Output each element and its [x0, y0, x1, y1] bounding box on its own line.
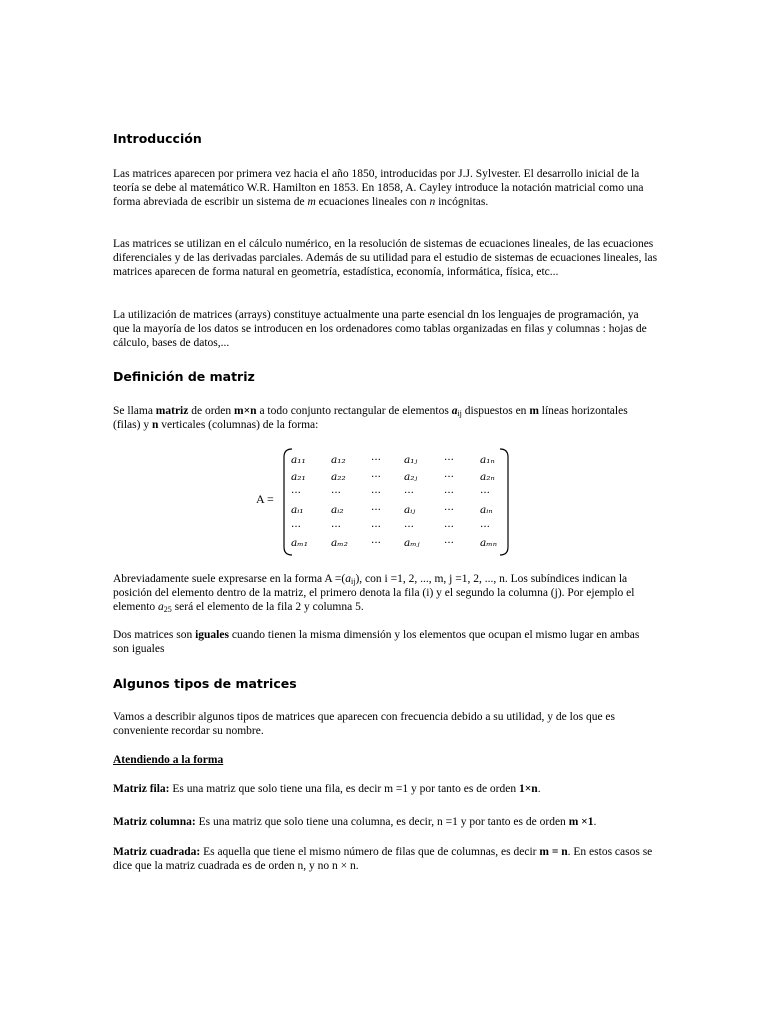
matriz-columna-paragraph: Matriz columna: Es una matriz que solo tiene una columna, es decir, n =1 y por tanto es de orden m ×1. — [113, 816, 597, 828]
heading-introduccion: Introducción — [113, 131, 202, 146]
matrix-cell: ··· — [371, 520, 382, 533]
matrix-cell: ··· — [371, 470, 382, 483]
matrix-cell: ··· — [480, 520, 491, 533]
matrix-cell: aₘ₁ — [291, 537, 308, 550]
matrix-grid — [291, 452, 501, 552]
matrix-cell: ··· — [331, 487, 342, 500]
intro-paragraph-3: La utilización de matrices (arrays) constituye actualmente una parte esencial dn los lenguajes de programación, ya que la mayoría de los datos se introducen en los ordenadores como tablas organizadas en filas y columnas : hojas de cálculo, bases de datos,... — [113, 309, 647, 349]
matrix-figure — [256, 447, 512, 557]
matrix-cell: a₂₂ — [331, 470, 346, 483]
definition-paragraph-1: Se llama matriz de orden m×n a todo conjunto rectangular de elementos $a_{ij}$ dispuestos en m líneas horizontales (filas) y n verticales (columnas) de la forma: — [113, 405, 628, 431]
matrix-cell: aᵢ₂ — [331, 504, 344, 517]
matrix-cell: a₁ₙ — [480, 454, 495, 467]
matrix-cell: a₁ⱼ — [404, 454, 418, 467]
types-paragraph-1: Vamos a describir algunos tipos de matrices que aparecen con frecuencia debido a su utilidad, y de los que es conveniente recordar su nombre. — [113, 711, 615, 737]
matrix-cell: ··· — [444, 470, 455, 483]
matrix-cell: a₂₁ — [291, 470, 306, 483]
matrix-cell: ··· — [371, 504, 382, 517]
matrix-cell: a₁₁ — [291, 454, 306, 467]
matrix-cell: ··· — [291, 520, 302, 533]
matrix-cell: ··· — [480, 487, 491, 500]
matrix-cell: aᵢₙ — [480, 504, 493, 517]
heading-tipos: Algunos tipos de matrices — [113, 676, 297, 691]
matrix-cell: ··· — [444, 504, 455, 517]
matrix-cell: ··· — [444, 537, 455, 550]
matriz-fila-paragraph: Matriz fila: Es una matriz que solo tiene una fila, es decir m =1 y por tanto es de orden 1×n. — [113, 783, 541, 795]
intro-paragraph-2: Las matrices se utilizan en el cálculo numérico, en la resolución de sistemas de ecuaciones lineales, de las ecuaciones diferenciales y de las derivadas parciales. Además de su utilidad para el estudio de sistemas de ecuaciones lineales, las matrices aparecen de forma natural en geometría, estadística, economía, informática, física, etc... — [113, 238, 658, 278]
subheading-forma: Atendiendo a la forma — [113, 754, 224, 766]
definition-paragraph-2: Abreviadamente suele expresarse en la forma $A =(a_{ij})$, con i =1, 2, ..., m, j =1, 2, ..., n. Los subíndices indican la posición del elemento dentro de la matriz, el primero denota la fila (i) y el segundo la columna (j). Por ejemplo el elemento $a_{25}$ será el elemento de la fila 2 y columna 5. — [113, 573, 635, 614]
matrix-cell: ··· — [331, 520, 342, 533]
matrix-cell: aₘⱼ — [404, 537, 420, 550]
matrix-cell: ··· — [444, 454, 455, 467]
matrix-label: A = — [256, 492, 274, 506]
matrix-cell: ··· — [371, 454, 382, 467]
matrix-cell: aₘₙ — [480, 537, 497, 550]
matrix-cell: ··· — [444, 520, 455, 533]
matrix-cell: a₂ₙ — [480, 470, 495, 483]
matrix-cell: aₘ₂ — [331, 537, 348, 550]
matrix-cell: ··· — [404, 520, 415, 533]
matrix-cell: ··· — [444, 487, 455, 500]
matrix-cell: aᵢ₁ — [291, 504, 304, 517]
matrix-cell: a₁₂ — [331, 454, 346, 467]
definition-paragraph-3: Dos matrices son iguales cuando tienen la misma dimensión y los elementos que ocupan el mismo lugar en ambas son iguales — [113, 629, 640, 655]
matriz-cuadrada-paragraph: Matriz cuadrada: Es aquella que tiene el mismo número de filas que de columnas, es decir m = n. En estos casos se dice que la matriz cuadrada es de orden n, y no n × n. — [113, 846, 653, 872]
matrix-cell: ··· — [291, 487, 302, 500]
heading-definicion: Definición de matriz — [113, 369, 255, 384]
matrix-cell: a₂ⱼ — [404, 470, 418, 483]
matrix-cell: ··· — [371, 537, 382, 550]
intro-paragraph-1: Las matrices aparecen por primera vez hacia el año 1850, introducidas por J.J. Sylvester. El desarrollo inicial de la teoría se debe al matemático W.R. Hamilton en 1853. En 1858, A. Cayley introduce la notación matricial como una forma abreviada de escribir un sistema de m ecuaciones lineales con n incógnitas. — [113, 168, 644, 208]
matrix-cell: ··· — [404, 487, 415, 500]
matrix-cell: aᵢⱼ — [404, 504, 416, 517]
matrix-cell: ··· — [371, 487, 382, 500]
